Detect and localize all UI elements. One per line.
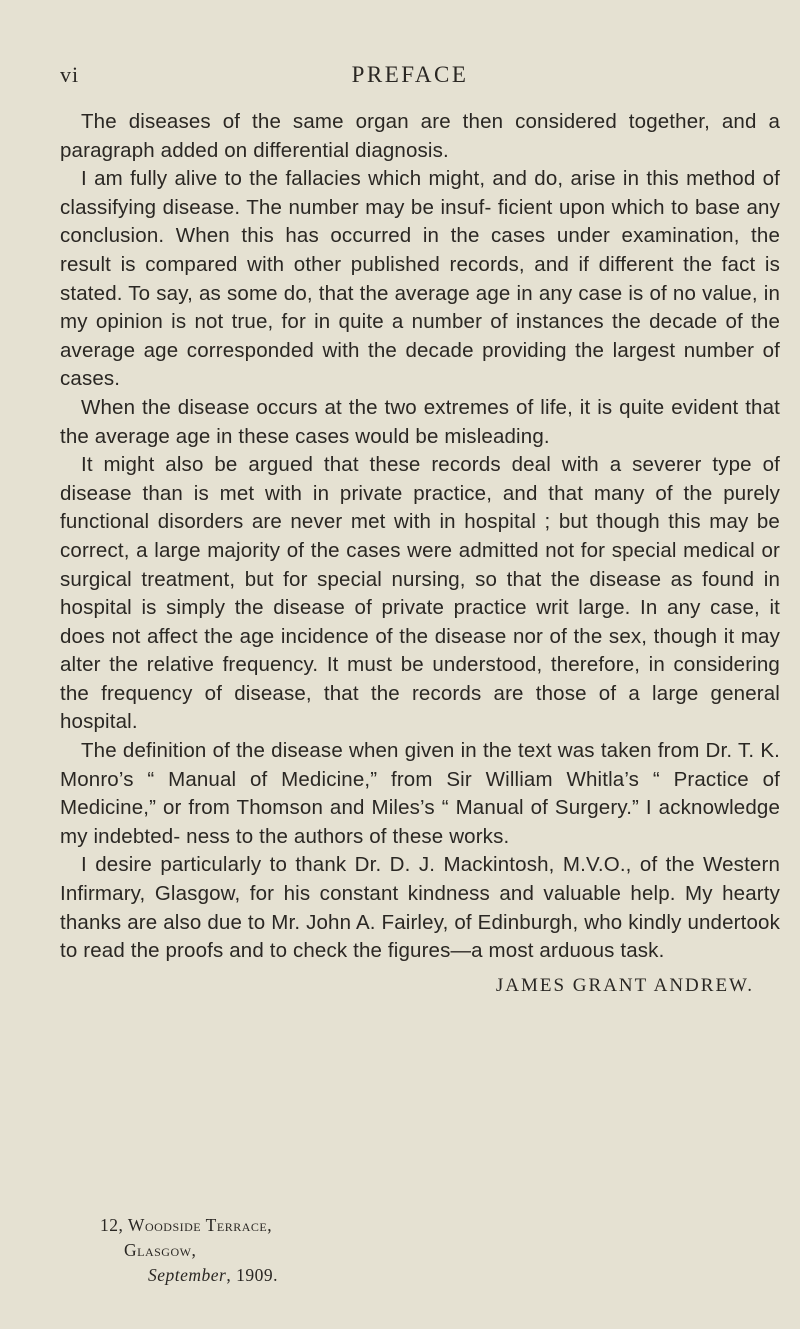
paragraph-2: I am fully alive to the fallacies which might, and do, arise in this method of classifying disease. The number may be insuf- ficient upon which to base any conclusion. When this has occurred in the cases under examination, the result is compared with other published records, and if different the fact is stated. To say, as some do, that the average age in any case is of no value, in my opinion is not true, for in quite a number of instances the decade of the average age corresponded with the decade providing the largest number of cases. [60,167,780,391]
paragraph-1: The diseases of the same organ are then considered together, and a paragraph added on differential diagnosis. [60,110,780,162]
paragraph-5: The definition of the disease when given in the text was taken from Dr. T. K. Monro’s “ Manual of Medicine,” from Sir William Whitla’s “ Practice of Medicine,” or from Thomson and Miles’s “ Manual of Surgery.” I acknowledge my indebted- ness to the authors of these works. [60,739,780,848]
address-city: Glasgow, [124,1240,197,1260]
paragraph-6: I desire particularly to thank Dr. D. J. Mackintosh, M.V.O., of the Western Infirmary, Glasgow, for his constant kindness and valuable help. My hearty thanks are also due to Mr. John A. Fairley, of Edinburgh, who kindly undertook to read the proofs and to check the figures—a most arduous task. [60,853,780,963]
page-number: vi [60,62,80,87]
preface-body [60,108,780,1000]
date-month: September [148,1265,227,1285]
author-signature: JAMES GRANT ANDREW. [495,974,754,996]
address-street: 12, Woodside Terrace, [100,1215,273,1235]
running-title: PREFACE [351,62,469,87]
address-date [100,1263,278,1288]
running-head [60,62,760,92]
paragraph-4: It might also be argued that these records deal with a severer type of disease than is met with in private practice, and that many of the purely functional disorders are never met with in hospital ; but though this may be correct, a large majority of the cases were admitted not for special medical or surgical treatment, but for special nursing, so that the disease as found in hospital is simply the disease of private practice writ large. In any case, it does not affect the age incidence of the disease nor of the sex, though it may alter the relative frequency. It must be understood, therefore, in considering the frequency of disease, that the records are those of a large general hospital. [60,453,780,734]
date-year: , 1909. [226,1265,278,1285]
author-address [100,1213,278,1288]
paragraph-3: When the disease occurs at the two extremes of life, it is quite evident that the average age in these cases would be misleading. [60,395,780,448]
